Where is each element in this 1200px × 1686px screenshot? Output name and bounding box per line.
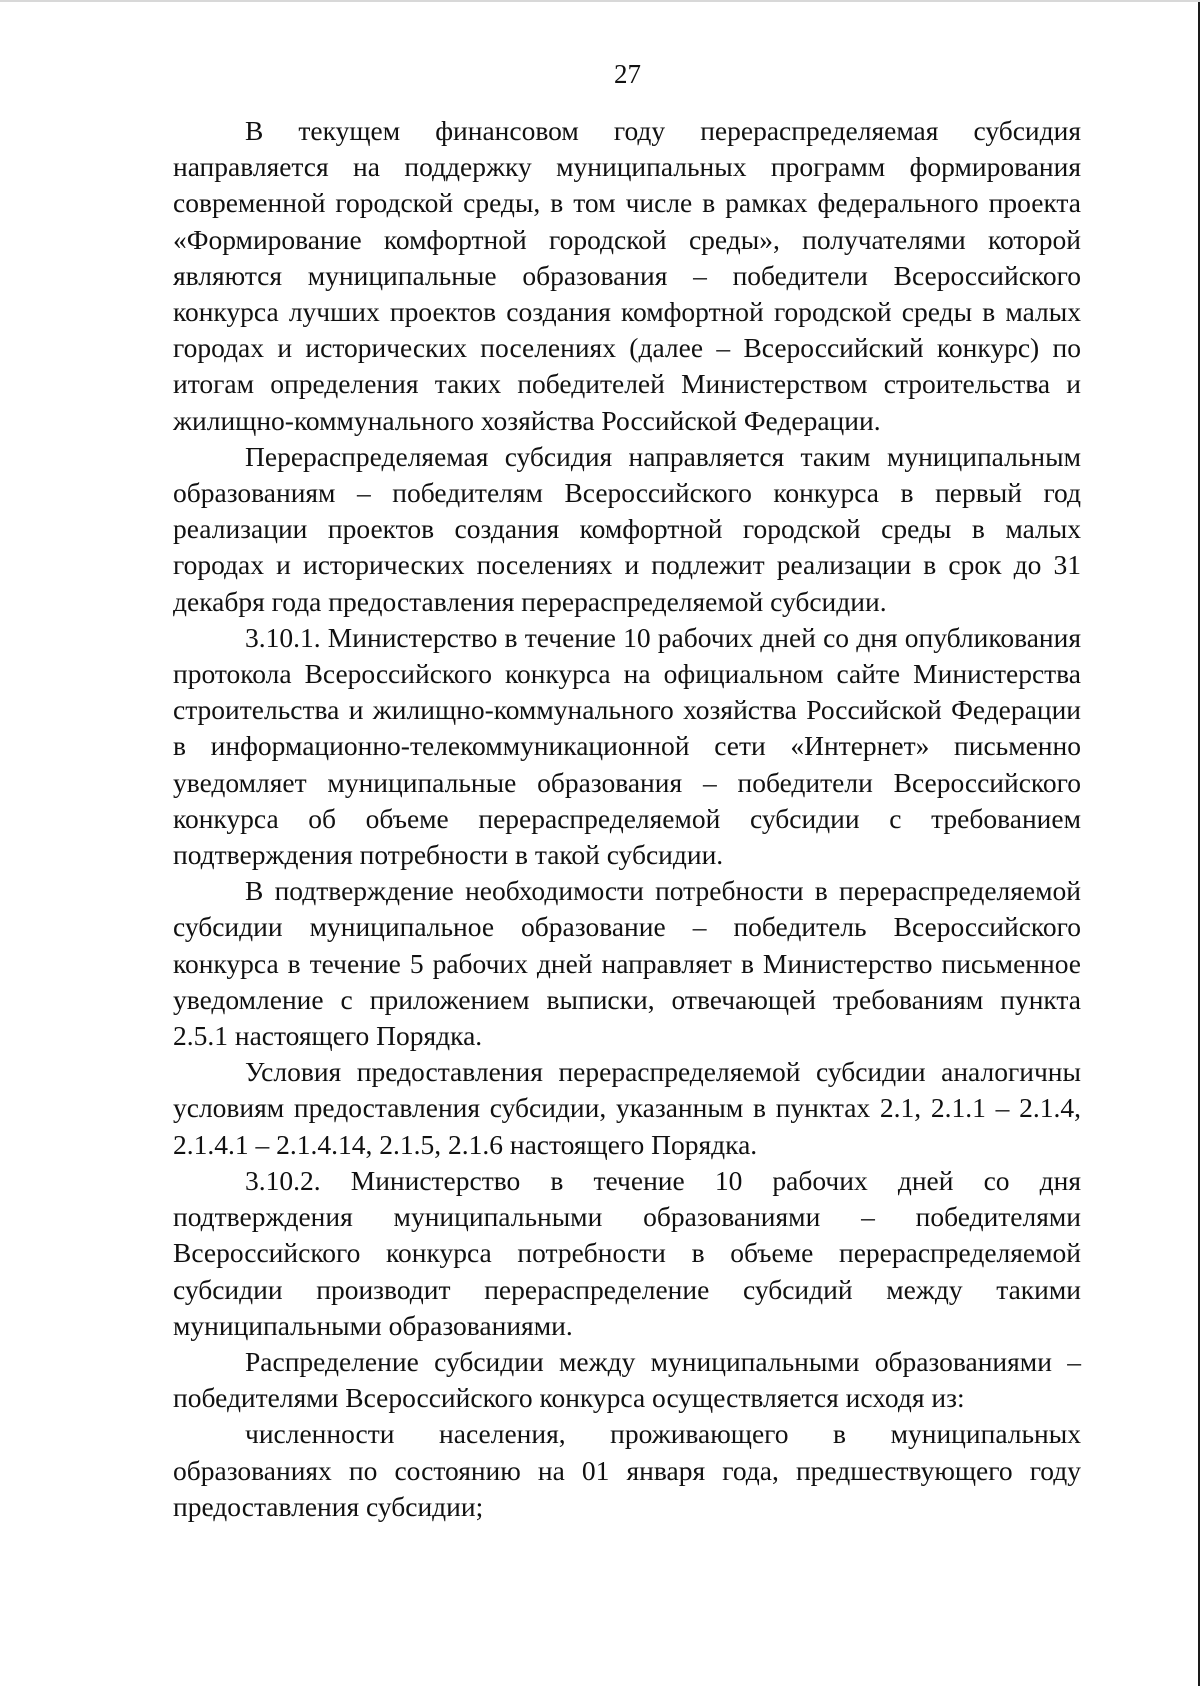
paragraph-3-10-1: 3.10.1. Министерство в течение 10 рабочих дней со дня опубликования протокола Всероссийского конкурса на официальном сайте Министерства строительства и жилищно-коммунального хозяйства Российской Федерации в информационно-телекоммуникационной сети «Интернет» письменно уведомляет муниципальные образования – победители Всероссийского конкурса об объеме перераспределяемой субсидии с требованием подтверждения потребности в такой субсидии. [173, 621, 1081, 871]
paragraph-population: численности населения, проживающего в муниципальных образованиях по состоянию на 01 января года, предшествующего году предоставления субсидии; [173, 1418, 1081, 1522]
paragraph-3-10-2: 3.10.2. Министерство в течение 10 рабочих дней со дня подтверждения муниципальными образованиями – победителями Всероссийского конкурса потребности в объеме перераспределяемой субсидии производит перераспределение субсидий между такими муниципальными образованиями. [173, 1164, 1081, 1341]
paragraph-distribution-basis: Распределение субсидии между муниципальными образованиями – победителями Всероссийского конкурса осуществляется исходя из: [173, 1345, 1081, 1414]
page-number: 27 [614, 59, 641, 89]
paragraph-redistributed-subsidy: Перераспределяемая субсидия направляется таким муниципальным образованиям – победителям Всероссийского конкурса в первый год реализации проектов создания комфортной городской среды в малых городах и исторических поселениях и подлежит реализации в срок до 31 декабря года предоставления перераспределяемой субсидии. [173, 440, 1081, 617]
document-body [173, 113, 1081, 1525]
paragraph-confirmation: В подтверждение необходимости потребности в перераспределяемой субсидии муниципальное образование – победитель Всероссийского конкурса в течение 5 рабочих дней направляет в Министерство письменное уведомление с приложением выписки, отвечающей требованиям пункта 2.5.1 настоящего Порядка. [173, 875, 1081, 1052]
paragraph-conditions: Условия предоставления перераспределяемой субсидии аналогичны условиям предоставления субсидии, указанным в пунктах 2.1, 2.1.1 – 2.1.4, 2.1.4.1 – 2.1.4.14, 2.1.5, 2.1.6 настоящего Порядка. [173, 1056, 1081, 1160]
scan-edge-line [0, 0, 1200, 2]
paragraph-current-year-subsidy: В текущем финансовом году перераспределяемая субсидия направляется на поддержку муниципальных программ формирования современной городской среды, в том числе в рамках федерального проекта «Формирование комфортной городской среды», получателями которой являются муниципальные образования – победители Всероссийского конкурса лучших проектов создания комфортной городской среды в малых городах и исторических поселениях (далее – Всероссийский конкурс) по итогам определения таких победителей Министерством строительства и жилищно-коммунального хозяйства Российской Федерации. [173, 115, 1081, 436]
